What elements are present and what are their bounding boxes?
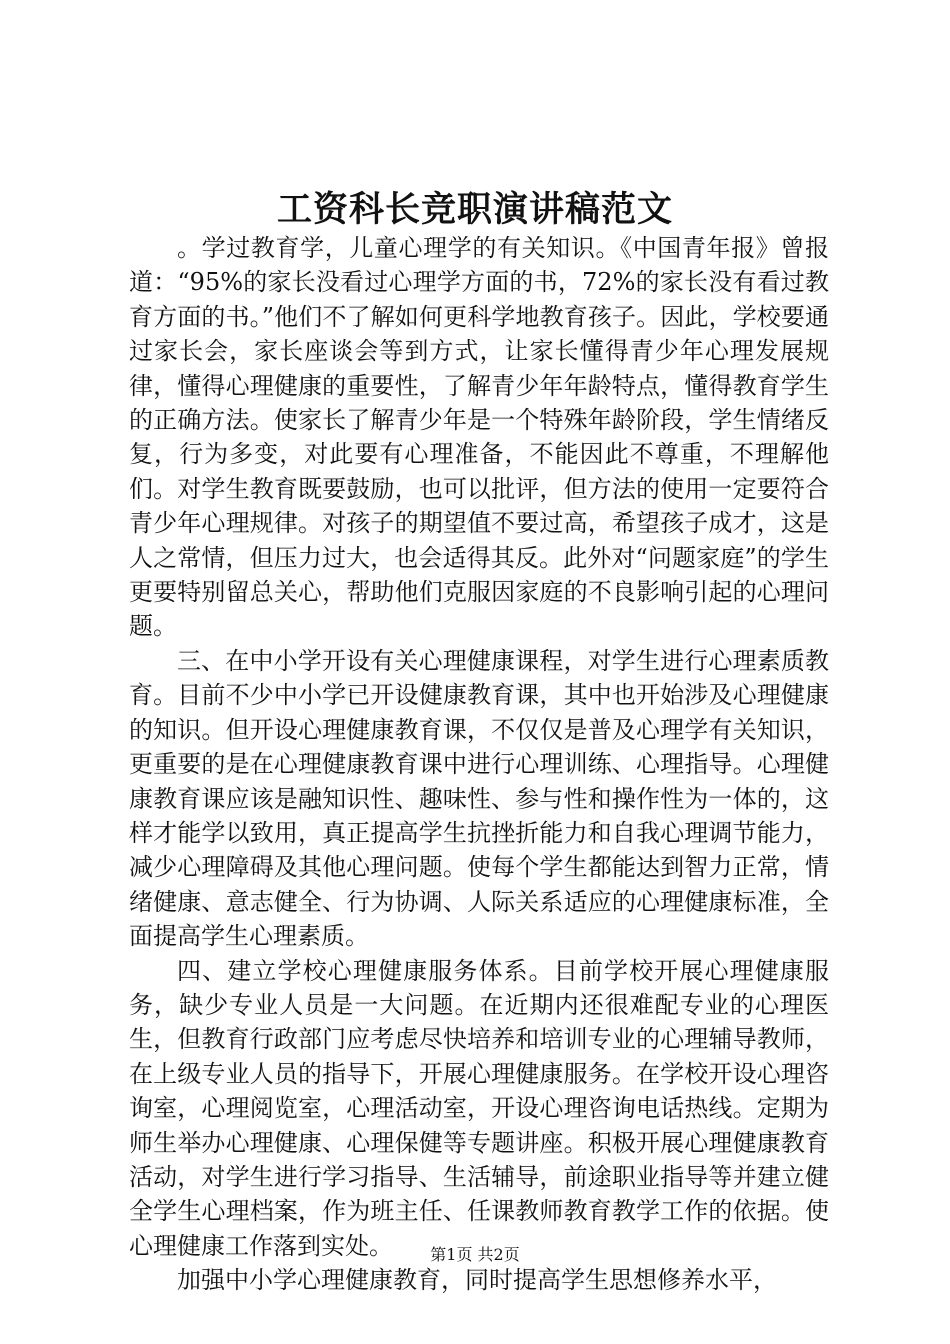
paragraph-1: 。学过教育学，儿童心理学的有关知识。《中国青年报》曾报道：“95%的家长没看过心理学方面的书，72%的家长没有看过教育方面的书。”他们不了解如何更科学地教育孩子。因此，学校要通过家长会，家长座谈会等到方式，让家长懂得青少年心理发展规律，懂得心理健康的重要性，了解青少年年龄特点，懂得教育学生的正确方法。使家长了解青少年是一个特殊年龄阶段，学生情绪反复，行为多变，对此要有心理准备，不能因此不尊重，不理解他们。对学生教育既要鼓励，也可以批评，但方法的使用一定要符合青少年心理规律。对孩子的期望值不要过高，希望孩子成才，这是人之常情，但压力过大，也会适得其反。此外对“问题家庭”的学生更要特别留总关心，帮助他们克服因家庭的不良影响引起的心理问题。 [129,234,829,641]
document-body [129,231,829,1298]
paragraph-2: 三、在中小学开设有关心理健康课程，对学生进行心理素质教育。目前不少中小学已开设健康教育课，其中也开始涉及心理健康的知识。但开设心理健康教育课，不仅仅是普及心理学有关知识，更重要的是在心理健康教育课中进行心理训练、心理指导。心理健康教育课应该是融知识性、趣味性、参与性和操作性为一体的，这样才能学以致用，真正提高学生抗挫折能力和自我心理调节能力，减少心理障碍及其他心理问题。使每个学生都能达到智力正常，情绪健康、意志健全、行为协调、人际关系适应的心理健康标准，全面提高学生心理素质。 [129,646,829,951]
paragraph-3: 四、建立学校心理健康服务体系。目前学校开展心理健康服务，缺少专业人员是一大问题。在近期内还很难配专业的心理医生，但教育行政部门应考虑尽快培养和培训专业的心理辅导教师，在上级专业人员的指导下，开展心理健康服务。在学校开设心理咨询室，心理阅览室，心理活动室，开设心理咨询电话热线。定期为师生举办心理健康、心理保健等专题讲座。积极开展心理健康教育活动，对学生进行学习指导、生活辅导，前途职业指导等并建立健全学生心理档案，作为班主任、任课教师教育教学工作的依据。使心理健康工作落到实处。 [129,956,829,1260]
page-number-footer: 第1页 共2页 [430,1245,520,1264]
paragraph-4: 加强中小学心理健康教育，同时提高学生思想修养水平， [177,1266,777,1295]
document-title: 工资科长竞职演讲稿范文 [276,189,673,230]
